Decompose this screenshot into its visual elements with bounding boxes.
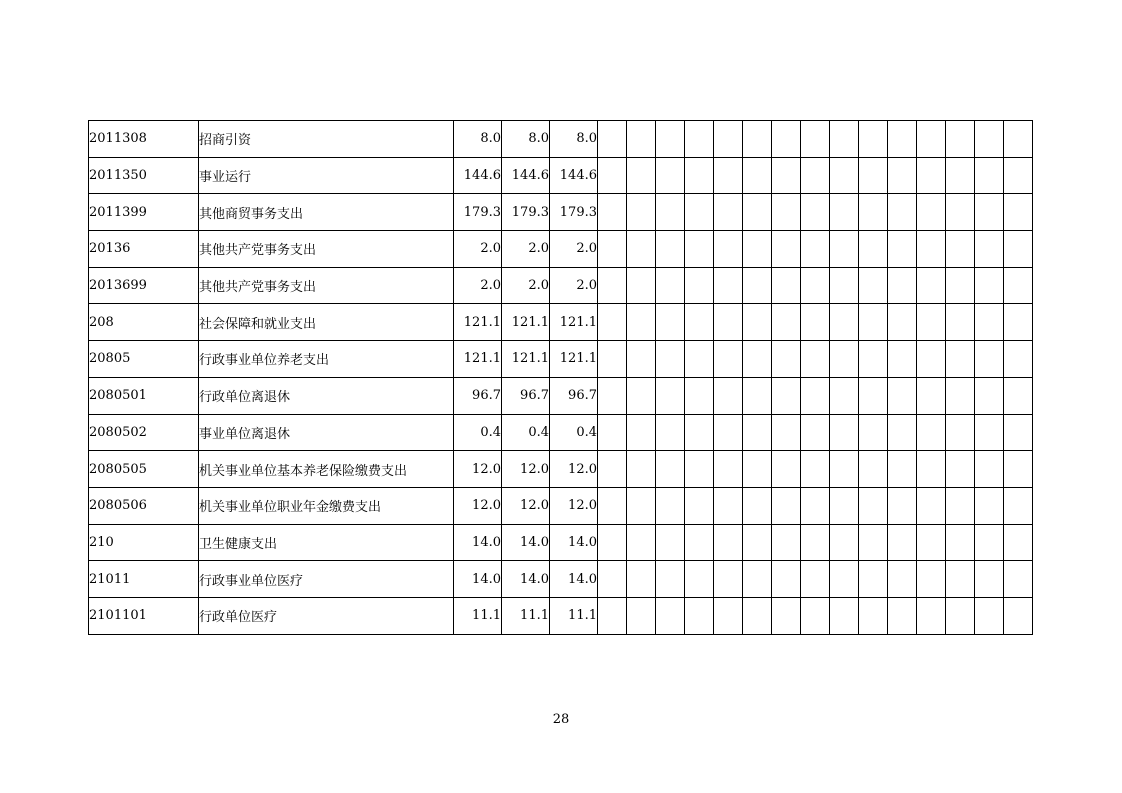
amount-cell: 2.0 <box>454 231 502 268</box>
amount-cell: 121.1 <box>550 341 598 378</box>
empty-cell <box>656 414 685 451</box>
empty-cell <box>888 561 917 598</box>
empty-cell <box>830 121 859 158</box>
amount-cell: 14.0 <box>454 524 502 561</box>
empty-cell <box>830 231 859 268</box>
amount-cell: 8.0 <box>502 121 550 158</box>
empty-cell <box>598 267 627 304</box>
empty-cell <box>1004 304 1033 341</box>
subject-name-cell: 行政单位医疗 <box>199 597 454 634</box>
table-row <box>89 487 1033 524</box>
budget-table <box>88 120 1033 635</box>
empty-cell <box>888 341 917 378</box>
empty-cell <box>714 561 743 598</box>
subject-code-cell: 2080506 <box>89 487 199 524</box>
empty-cell <box>917 451 946 488</box>
empty-cell <box>656 194 685 231</box>
empty-cell <box>772 157 801 194</box>
subject-code-cell: 2101101 <box>89 597 199 634</box>
empty-cell <box>685 377 714 414</box>
empty-cell <box>627 524 656 561</box>
empty-cell <box>859 561 888 598</box>
amount-cell: 14.0 <box>454 561 502 598</box>
subject-code-cell: 2080505 <box>89 451 199 488</box>
empty-cell <box>627 194 656 231</box>
empty-cell <box>656 597 685 634</box>
empty-cell <box>743 267 772 304</box>
empty-cell <box>917 597 946 634</box>
empty-cell <box>801 377 830 414</box>
empty-cell <box>772 414 801 451</box>
amount-cell: 121.1 <box>502 304 550 341</box>
empty-cell <box>627 267 656 304</box>
empty-cell <box>714 267 743 304</box>
empty-cell <box>1004 267 1033 304</box>
table-row <box>89 121 1033 158</box>
table-row <box>89 194 1033 231</box>
empty-cell <box>859 267 888 304</box>
empty-cell <box>656 524 685 561</box>
empty-cell <box>714 304 743 341</box>
empty-cell <box>946 487 975 524</box>
amount-cell: 12.0 <box>502 487 550 524</box>
amount-cell: 0.4 <box>502 414 550 451</box>
empty-cell <box>975 194 1004 231</box>
empty-cell <box>946 561 975 598</box>
empty-cell <box>975 561 1004 598</box>
table-row <box>89 414 1033 451</box>
empty-cell <box>685 524 714 561</box>
empty-cell <box>917 561 946 598</box>
subject-name-cell: 行政单位离退休 <box>199 377 454 414</box>
empty-cell <box>1004 524 1033 561</box>
empty-cell <box>743 157 772 194</box>
empty-cell <box>801 414 830 451</box>
subject-name-cell: 其他共产党事务支出 <box>199 267 454 304</box>
amount-cell: 2.0 <box>550 267 598 304</box>
empty-cell <box>917 231 946 268</box>
empty-cell <box>917 157 946 194</box>
amount-cell: 0.4 <box>550 414 598 451</box>
empty-cell <box>1004 377 1033 414</box>
amount-cell: 121.1 <box>454 304 502 341</box>
empty-cell <box>656 157 685 194</box>
empty-cell <box>946 157 975 194</box>
table-row <box>89 524 1033 561</box>
subject-name-cell: 行政事业单位养老支出 <box>199 341 454 378</box>
empty-cell <box>888 451 917 488</box>
amount-cell: 121.1 <box>550 304 598 341</box>
empty-cell <box>946 341 975 378</box>
empty-cell <box>656 561 685 598</box>
subject-name-cell: 机关事业单位基本养老保险缴费支出 <box>199 451 454 488</box>
empty-cell <box>1004 561 1033 598</box>
table-row <box>89 451 1033 488</box>
page-number: 28 <box>552 712 570 727</box>
empty-cell <box>627 561 656 598</box>
empty-cell <box>1004 414 1033 451</box>
empty-cell <box>1004 451 1033 488</box>
empty-cell <box>772 524 801 561</box>
empty-cell <box>598 377 627 414</box>
empty-cell <box>859 304 888 341</box>
empty-cell <box>627 451 656 488</box>
amount-cell: 179.3 <box>454 194 502 231</box>
empty-cell <box>627 377 656 414</box>
empty-cell <box>946 304 975 341</box>
empty-cell <box>917 524 946 561</box>
empty-cell <box>917 377 946 414</box>
subject-name-cell: 社会保障和就业支出 <box>199 304 454 341</box>
empty-cell <box>888 121 917 158</box>
empty-cell <box>714 341 743 378</box>
empty-cell <box>975 524 1004 561</box>
empty-cell <box>598 341 627 378</box>
empty-cell <box>772 487 801 524</box>
empty-cell <box>801 524 830 561</box>
subject-code-cell: 20136 <box>89 231 199 268</box>
empty-cell <box>685 304 714 341</box>
empty-cell <box>917 194 946 231</box>
empty-cell <box>1004 121 1033 158</box>
amount-cell: 11.1 <box>550 597 598 634</box>
empty-cell <box>830 524 859 561</box>
table-row <box>89 304 1033 341</box>
empty-cell <box>627 157 656 194</box>
empty-cell <box>1004 341 1033 378</box>
empty-cell <box>830 157 859 194</box>
empty-cell <box>1004 487 1033 524</box>
empty-cell <box>859 157 888 194</box>
empty-cell <box>772 377 801 414</box>
empty-cell <box>743 194 772 231</box>
empty-cell <box>685 561 714 598</box>
empty-cell <box>888 194 917 231</box>
empty-cell <box>714 597 743 634</box>
amount-cell: 121.1 <box>502 341 550 378</box>
empty-cell <box>917 121 946 158</box>
empty-cell <box>714 194 743 231</box>
table-row <box>89 377 1033 414</box>
empty-cell <box>743 414 772 451</box>
empty-cell <box>743 121 772 158</box>
empty-cell <box>772 341 801 378</box>
empty-cell <box>743 377 772 414</box>
amount-cell: 12.0 <box>454 451 502 488</box>
empty-cell <box>627 414 656 451</box>
subject-name-cell: 机关事业单位职业年金缴费支出 <box>199 487 454 524</box>
empty-cell <box>743 451 772 488</box>
empty-cell <box>598 524 627 561</box>
empty-cell <box>801 341 830 378</box>
empty-cell <box>975 304 1004 341</box>
empty-cell <box>656 451 685 488</box>
empty-cell <box>656 121 685 158</box>
empty-cell <box>1004 597 1033 634</box>
empty-cell <box>975 341 1004 378</box>
empty-cell <box>888 377 917 414</box>
empty-cell <box>801 304 830 341</box>
empty-cell <box>598 487 627 524</box>
empty-cell <box>772 194 801 231</box>
subject-code-cell: 21011 <box>89 561 199 598</box>
empty-cell <box>859 121 888 158</box>
empty-cell <box>801 231 830 268</box>
empty-cell <box>656 487 685 524</box>
empty-cell <box>743 561 772 598</box>
empty-cell <box>627 231 656 268</box>
subject-name-cell: 其他商贸事务支出 <box>199 194 454 231</box>
table-row <box>89 561 1033 598</box>
empty-cell <box>598 597 627 634</box>
amount-cell: 144.6 <box>454 157 502 194</box>
empty-cell <box>888 304 917 341</box>
empty-cell <box>685 341 714 378</box>
empty-cell <box>656 231 685 268</box>
empty-cell <box>830 267 859 304</box>
amount-cell: 179.3 <box>502 194 550 231</box>
empty-cell <box>975 451 1004 488</box>
table-row <box>89 267 1033 304</box>
empty-cell <box>685 157 714 194</box>
subject-code-cell: 2011350 <box>89 157 199 194</box>
amount-cell: 0.4 <box>454 414 502 451</box>
empty-cell <box>627 597 656 634</box>
empty-cell <box>743 597 772 634</box>
empty-cell <box>859 597 888 634</box>
empty-cell <box>830 304 859 341</box>
subject-code-cell: 2080501 <box>89 377 199 414</box>
empty-cell <box>975 597 1004 634</box>
amount-cell: 12.0 <box>550 451 598 488</box>
empty-cell <box>859 231 888 268</box>
empty-cell <box>946 377 975 414</box>
empty-cell <box>772 561 801 598</box>
empty-cell <box>801 121 830 158</box>
amount-cell: 14.0 <box>550 524 598 561</box>
amount-cell: 2.0 <box>502 267 550 304</box>
empty-cell <box>627 304 656 341</box>
empty-cell <box>598 157 627 194</box>
amount-cell: 96.7 <box>454 377 502 414</box>
empty-cell <box>685 597 714 634</box>
empty-cell <box>888 267 917 304</box>
amount-cell: 14.0 <box>502 524 550 561</box>
empty-cell <box>714 377 743 414</box>
empty-cell <box>859 451 888 488</box>
amount-cell: 8.0 <box>454 121 502 158</box>
empty-cell <box>598 414 627 451</box>
empty-cell <box>946 597 975 634</box>
empty-cell <box>975 377 1004 414</box>
empty-cell <box>888 414 917 451</box>
empty-cell <box>830 451 859 488</box>
empty-cell <box>598 304 627 341</box>
empty-cell <box>917 267 946 304</box>
empty-cell <box>598 121 627 158</box>
amount-cell: 121.1 <box>454 341 502 378</box>
empty-cell <box>598 194 627 231</box>
amount-cell: 2.0 <box>454 267 502 304</box>
empty-cell <box>859 414 888 451</box>
subject-name-cell: 行政事业单位医疗 <box>199 561 454 598</box>
subject-name-cell: 招商引资 <box>199 121 454 158</box>
subject-name-cell: 其他共产党事务支出 <box>199 231 454 268</box>
empty-cell <box>1004 157 1033 194</box>
empty-cell <box>598 561 627 598</box>
empty-cell <box>975 157 1004 194</box>
amount-cell: 96.7 <box>550 377 598 414</box>
empty-cell <box>772 304 801 341</box>
subject-code-cell: 2011399 <box>89 194 199 231</box>
subject-code-cell: 2011308 <box>89 121 199 158</box>
empty-cell <box>917 487 946 524</box>
empty-cell <box>656 341 685 378</box>
empty-cell <box>859 487 888 524</box>
empty-cell <box>975 487 1004 524</box>
empty-cell <box>743 341 772 378</box>
empty-cell <box>830 414 859 451</box>
empty-cell <box>917 341 946 378</box>
amount-cell: 14.0 <box>502 561 550 598</box>
empty-cell <box>859 341 888 378</box>
empty-cell <box>888 157 917 194</box>
empty-cell <box>598 451 627 488</box>
empty-cell <box>801 561 830 598</box>
amount-cell: 96.7 <box>502 377 550 414</box>
table-body <box>89 121 1033 635</box>
empty-cell <box>888 524 917 561</box>
subject-code-cell: 2080502 <box>89 414 199 451</box>
empty-cell <box>946 121 975 158</box>
empty-cell <box>656 304 685 341</box>
empty-cell <box>830 561 859 598</box>
empty-cell <box>685 451 714 488</box>
table-row <box>89 597 1033 634</box>
empty-cell <box>685 487 714 524</box>
empty-cell <box>975 231 1004 268</box>
subject-code-cell: 2013699 <box>89 267 199 304</box>
empty-cell <box>801 157 830 194</box>
table-row <box>89 231 1033 268</box>
empty-cell <box>859 377 888 414</box>
empty-cell <box>946 231 975 268</box>
empty-cell <box>1004 231 1033 268</box>
empty-cell <box>888 231 917 268</box>
amount-cell: 179.3 <box>550 194 598 231</box>
empty-cell <box>830 487 859 524</box>
empty-cell <box>685 194 714 231</box>
empty-cell <box>714 121 743 158</box>
empty-cell <box>743 487 772 524</box>
empty-cell <box>714 231 743 268</box>
empty-cell <box>656 377 685 414</box>
empty-cell <box>714 524 743 561</box>
amount-cell: 12.0 <box>550 487 598 524</box>
empty-cell <box>772 121 801 158</box>
amount-cell: 12.0 <box>502 451 550 488</box>
empty-cell <box>714 414 743 451</box>
empty-cell <box>946 267 975 304</box>
empty-cell <box>714 451 743 488</box>
empty-cell <box>801 194 830 231</box>
empty-cell <box>685 231 714 268</box>
amount-cell: 11.1 <box>454 597 502 634</box>
subject-name-cell: 事业运行 <box>199 157 454 194</box>
empty-cell <box>830 597 859 634</box>
empty-cell <box>946 414 975 451</box>
empty-cell <box>888 487 917 524</box>
empty-cell <box>975 121 1004 158</box>
empty-cell <box>917 304 946 341</box>
empty-cell <box>801 597 830 634</box>
amount-cell: 8.0 <box>550 121 598 158</box>
amount-cell: 2.0 <box>550 231 598 268</box>
empty-cell <box>772 231 801 268</box>
subject-code-cell: 208 <box>89 304 199 341</box>
empty-cell <box>714 157 743 194</box>
empty-cell <box>714 487 743 524</box>
table-row <box>89 157 1033 194</box>
empty-cell <box>685 267 714 304</box>
empty-cell <box>946 194 975 231</box>
subject-name-cell: 卫生健康支出 <box>199 524 454 561</box>
empty-cell <box>859 194 888 231</box>
empty-cell <box>830 194 859 231</box>
empty-cell <box>946 451 975 488</box>
empty-cell <box>743 231 772 268</box>
empty-cell <box>743 304 772 341</box>
amount-cell: 14.0 <box>550 561 598 598</box>
amount-cell: 11.1 <box>502 597 550 634</box>
amount-cell: 144.6 <box>550 157 598 194</box>
empty-cell <box>598 231 627 268</box>
subject-code-cell: 210 <box>89 524 199 561</box>
amount-cell: 12.0 <box>454 487 502 524</box>
empty-cell <box>888 597 917 634</box>
empty-cell <box>627 121 656 158</box>
subject-name-cell: 事业单位离退休 <box>199 414 454 451</box>
empty-cell <box>946 524 975 561</box>
empty-cell <box>801 487 830 524</box>
amount-cell: 2.0 <box>502 231 550 268</box>
empty-cell <box>772 597 801 634</box>
subject-code-cell: 20805 <box>89 341 199 378</box>
empty-cell <box>743 524 772 561</box>
empty-cell <box>772 267 801 304</box>
empty-cell <box>627 487 656 524</box>
empty-cell <box>801 451 830 488</box>
empty-cell <box>1004 194 1033 231</box>
empty-cell <box>772 451 801 488</box>
empty-cell <box>830 341 859 378</box>
empty-cell <box>801 267 830 304</box>
amount-cell: 144.6 <box>502 157 550 194</box>
empty-cell <box>627 341 656 378</box>
empty-cell <box>656 267 685 304</box>
empty-cell <box>975 267 1004 304</box>
empty-cell <box>975 414 1004 451</box>
empty-cell <box>830 377 859 414</box>
empty-cell <box>685 121 714 158</box>
empty-cell <box>859 524 888 561</box>
empty-cell <box>685 414 714 451</box>
table-row <box>89 341 1033 378</box>
empty-cell <box>917 414 946 451</box>
